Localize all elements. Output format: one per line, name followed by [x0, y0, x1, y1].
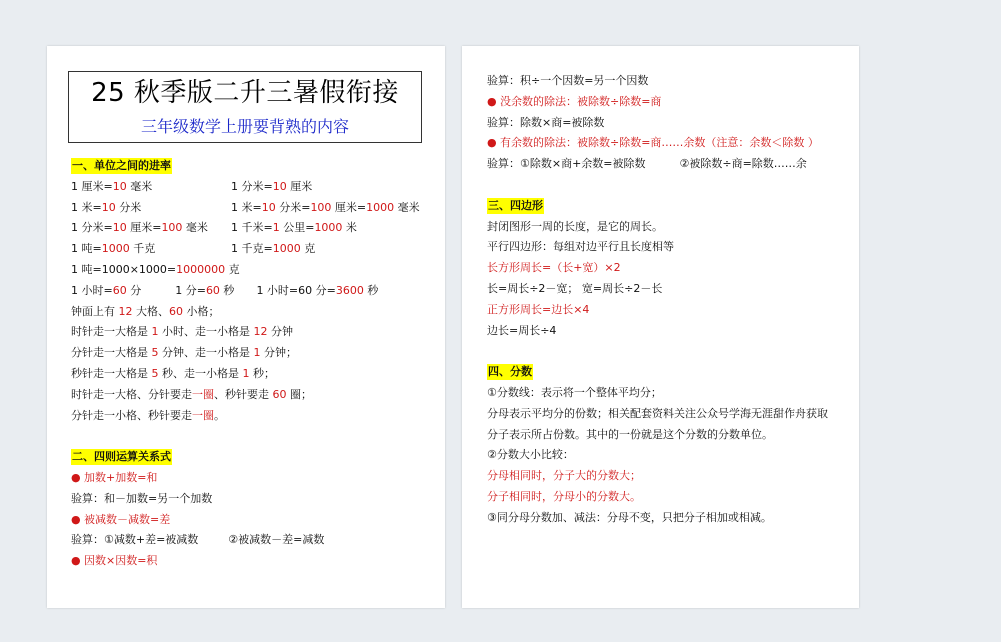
bullet-item: ● 有余数的除法：被除数÷除数=商……余数（注意：余数＜除数 ）	[487, 133, 847, 154]
document-page-left	[47, 46, 445, 608]
text-line: ②分数大小比较：	[487, 448, 574, 462]
spacer	[487, 341, 847, 362]
clock-row-5: 时针走一大格、分针要走一圈、秒针要走 60 圈；	[71, 387, 312, 401]
clock-row-3: 分针走一大格是 5 分钟、走一小格是 1 分钟；	[71, 346, 297, 360]
check-line: 验算：①减数+差=被减数 ②被减数－差=减数	[71, 533, 325, 547]
bullet-item: ● 加数+加数=和	[71, 468, 431, 489]
section-heading-fractions: 四、分数	[488, 365, 532, 379]
unit-row-5: 1 吨=1000×1000=1000000 克	[71, 262, 240, 276]
clock-row-2: 时针走一大格是 1 小时、走一小格是 12 分钟	[71, 325, 293, 339]
spacer	[71, 426, 431, 447]
document-page-right	[462, 46, 859, 608]
right-content	[487, 71, 847, 529]
bullet-icon: ●	[71, 512, 81, 526]
bullet-icon: ●	[487, 94, 497, 108]
unit-row-6: 1 小时=60 分 1 分=60 秒 1 小时=60 分=3600 秒	[71, 283, 379, 297]
check-line: 验算：积÷一个因数=另一个因数	[487, 74, 649, 87]
bullet-item: ● 被减数－减数=差	[71, 510, 431, 531]
unit-row-2: 1 米=10 分米 1 米=10 分米=100 厘米=1000 毫米	[71, 200, 420, 214]
text-line: 平行四边形：每组对边平行且长度相等	[487, 240, 674, 254]
title-box	[68, 71, 422, 143]
check-line: 验算：①除数×商+余数=被除数 ②被除数÷商=除数……余	[487, 157, 807, 171]
text-line: ①分数线：表示将一个整体平均分；	[487, 385, 662, 399]
bullet-icon: ●	[71, 470, 81, 484]
unit-row-4: 1 吨=1000 千克 1 千克=1000 克	[71, 242, 316, 256]
clock-row-4: 秒针走一大格是 5 秒、走一小格是 1 秒；	[71, 366, 275, 380]
spacer	[487, 175, 847, 196]
bullet-item: ● 没余数的除法：被除数÷除数=商	[487, 92, 847, 113]
formula-line: 正方形周长=边长×4	[487, 302, 590, 316]
page-title: 25 秋季版二升三暑假衔接	[91, 78, 399, 108]
formula-line: 分子相同时，分母小的分数大。	[487, 489, 641, 503]
clock-row-1: 钟面上有 12 大格、60 小格；	[71, 304, 220, 318]
unit-row-3: 1 分米=10 厘米=100 毫米 1 千米=1 公里=1000 米	[71, 221, 357, 235]
bullet-icon: ●	[71, 554, 81, 568]
clock-row-6: 分针走一小格、秒针要走一圈。	[71, 408, 225, 422]
page-subtitle: 三年级数学上册要背熟的内容	[140, 117, 349, 136]
section-heading-quadrilateral: 三、四边形	[488, 198, 543, 212]
formula-line: 长方形周长=（长+宽）×2	[487, 261, 621, 275]
check-line: 验算：除数×商=被除数	[487, 115, 605, 129]
text-line: 封闭图形一周的长度，是它的周长。	[487, 219, 663, 233]
text-line: ③同分母分数加、减法：分母不变，只把分子相加或相减。	[487, 510, 772, 524]
left-content	[71, 156, 431, 572]
text-line: 长=周长÷2－宽； 宽=周长÷2－长	[487, 281, 663, 295]
bullet-item: ● 因数×因数=积	[71, 551, 431, 572]
text-line: 分母表示平均分的份数；相关配套资料关注公众号学海无涯甜作舟获取	[487, 406, 828, 420]
unit-row-1: 1 厘米=10 毫米 1 分米=10 厘米	[71, 179, 313, 193]
text-line: 分子表示所占份数。其中的一份就是这个分数的分数单位。	[487, 427, 773, 441]
section-heading-operations: 二、四则运算关系式	[72, 450, 171, 464]
bullet-icon: ●	[487, 136, 497, 150]
section-heading-units: 一、单位之间的进率	[72, 159, 171, 172]
formula-line: 分母相同时，分子大的分数大；	[487, 469, 641, 483]
check-line: 验算：和－加数=另一个加数	[71, 491, 213, 505]
text-line: 边长=周长÷4	[487, 323, 557, 337]
